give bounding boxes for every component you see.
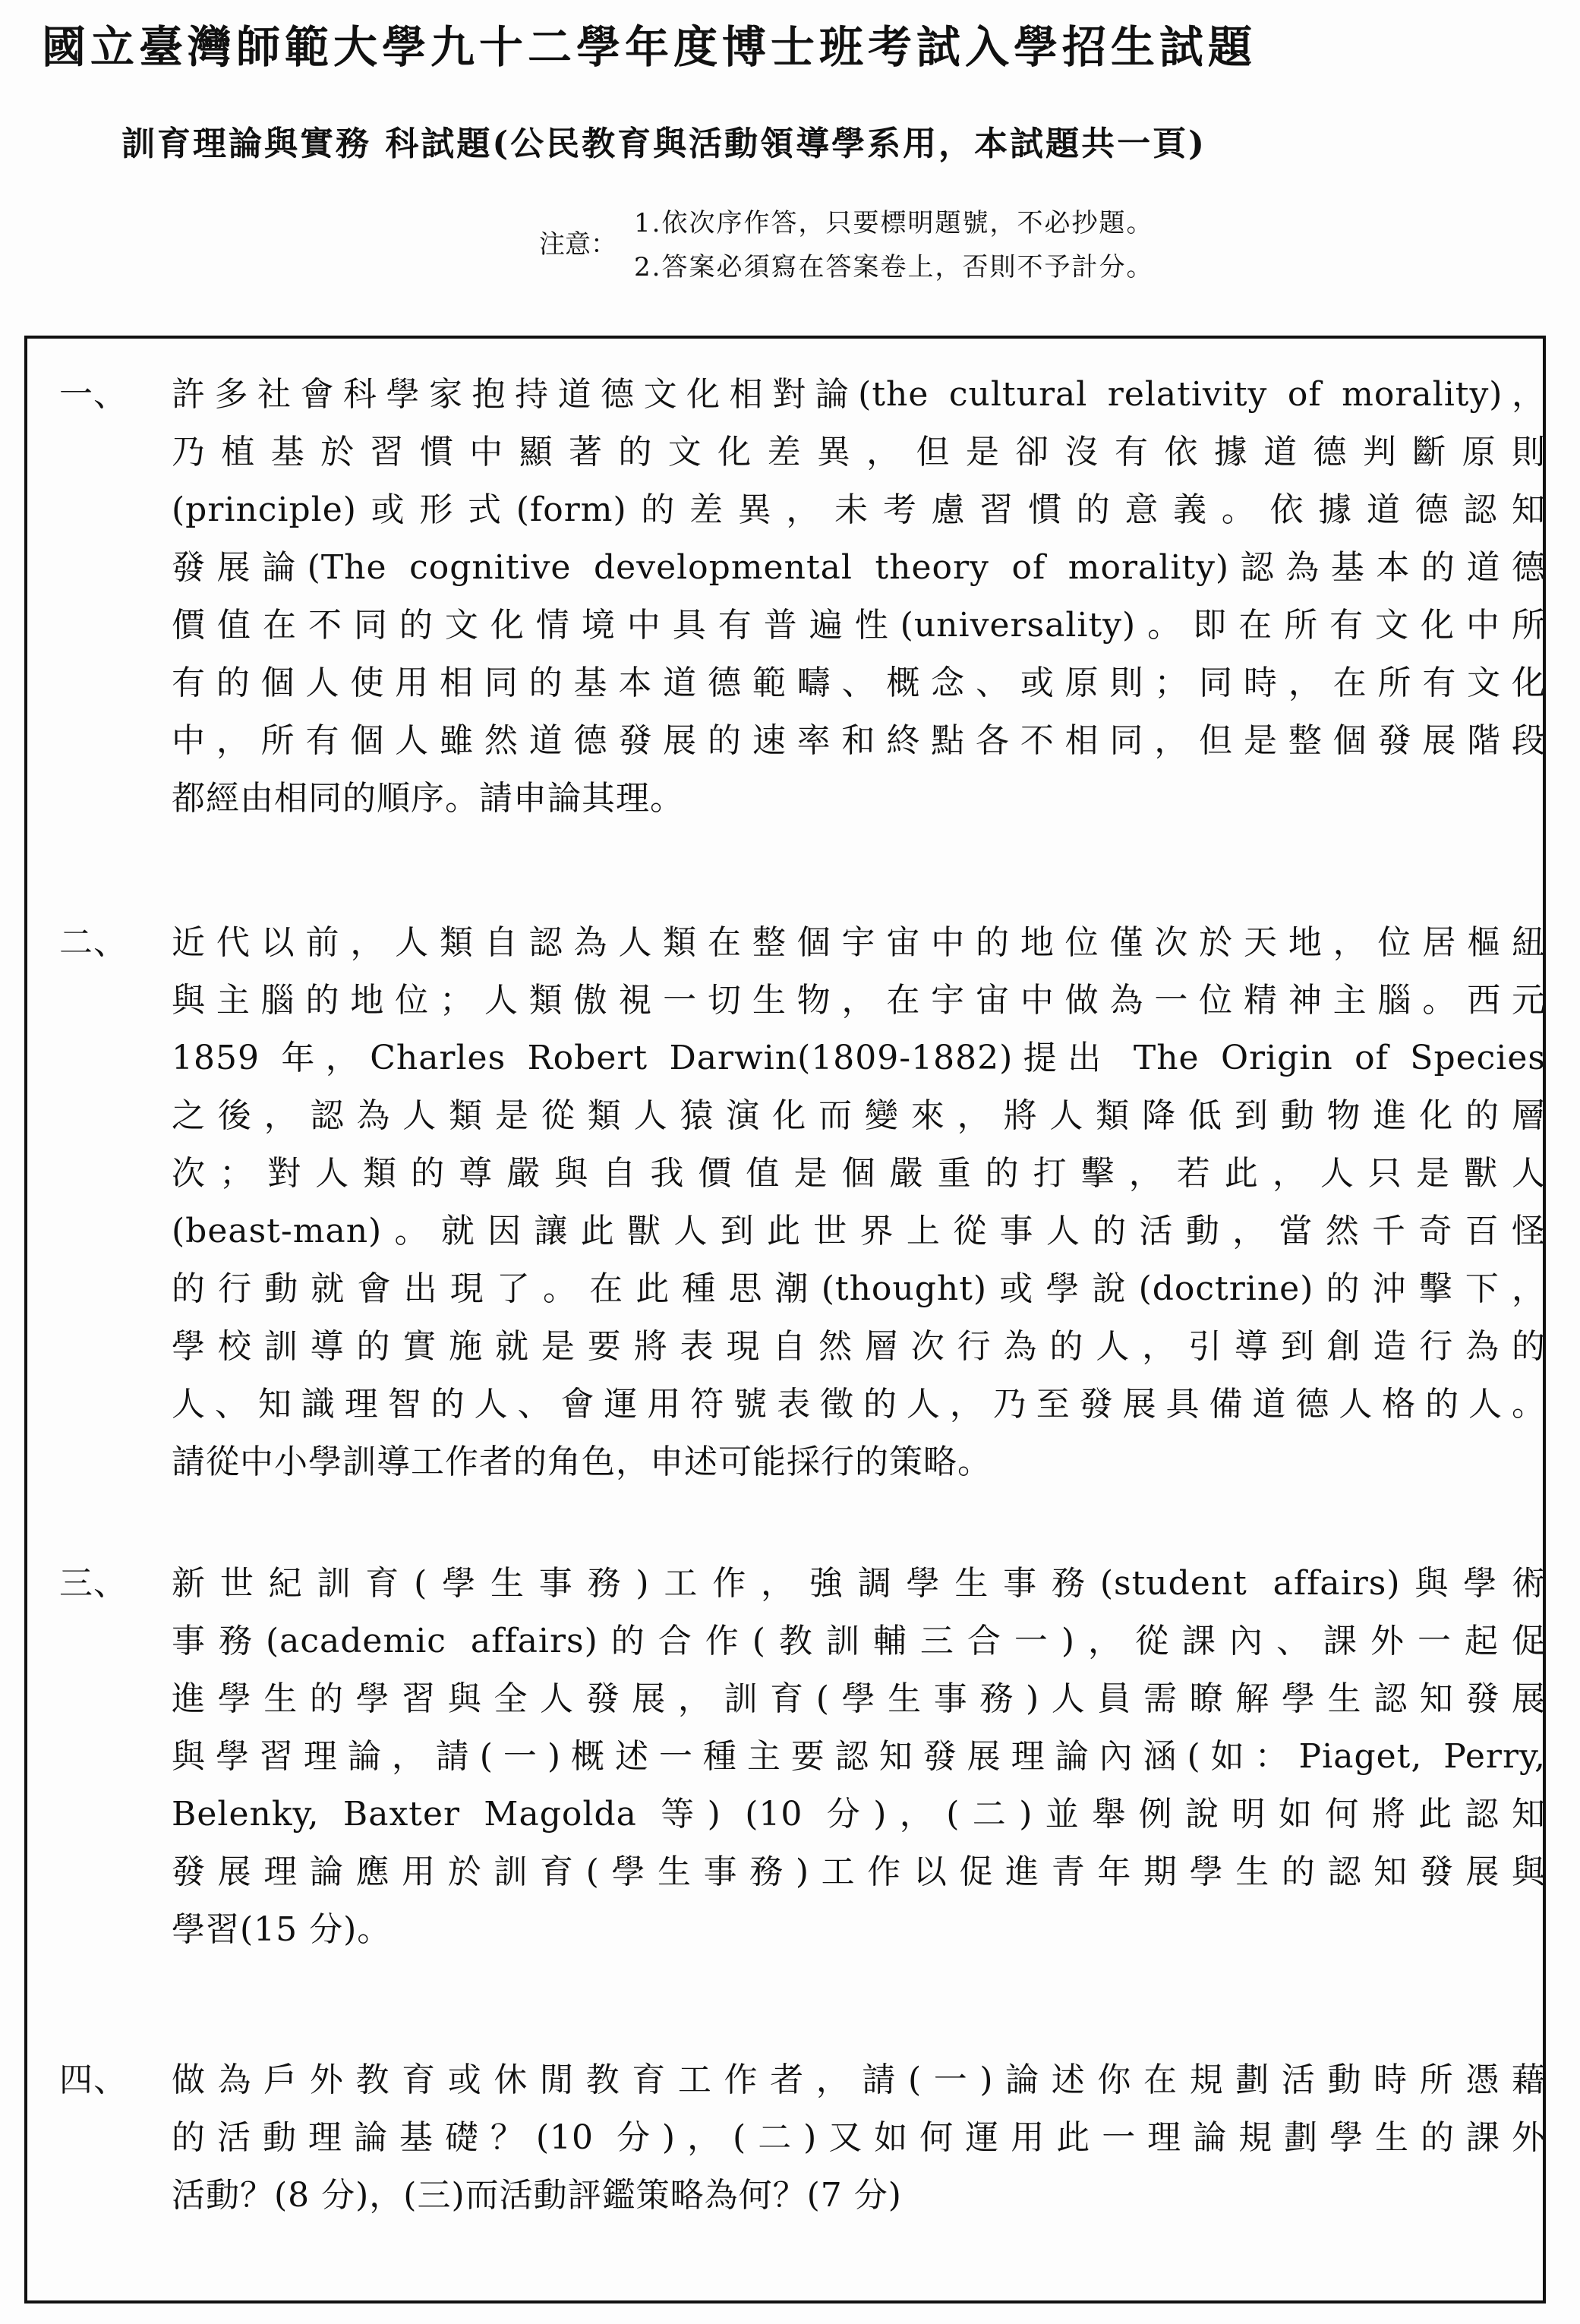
question-line: (beast-man)。就因讓此獸人到此世界上從事人的活動，當然千奇百怪 bbox=[172, 1212, 1546, 1250]
question-line: 的活動理論基礎？(10 分)，(二)又如何運用此一理論規劃學生的課外 bbox=[172, 2118, 1546, 2157]
question-3 bbox=[59, 1555, 1547, 2026]
question-line: 發展論(The cognitive developmental theory of morality)認為基本的道德 bbox=[172, 548, 1546, 587]
question-line: 與學習理論，請(一)概述一種主要認知發展理論內涵(如：Piaget, Perry, bbox=[172, 1737, 1546, 1776]
question-line: 新世紀訓育(學生事務)工作，強調學生事務(student affairs)與學術 bbox=[172, 1564, 1546, 1603]
question-line: 乃植基於習慣中顯著的文化差異，但是卻沒有依據道德判斷原則 bbox=[172, 433, 1546, 471]
question-line: 活動？(8 分)，(三)而活動評鑑策略為何？(7 分) bbox=[172, 2176, 902, 2215]
question-2 bbox=[59, 914, 1547, 1559]
question-line: 人、知識理智的人、會運用符號表徵的人，乃至發展具備道德人格的人。 bbox=[172, 1385, 1546, 1424]
question-line: 1859 年，Charles Robert Darwin(1809-1882)提出 The Origin of Species bbox=[172, 1039, 1546, 1077]
question-line: 價值在不同的文化情境中具有普遍性(universality)。即在所有文化中所 bbox=[172, 606, 1546, 645]
note-item: 2.答案必須寫在答案卷上，否則不予計分。 bbox=[634, 252, 1154, 282]
question-number: 四、 bbox=[59, 2061, 128, 2099]
exam-title: 國立臺灣師範大學九十二學年度博士班考試入學招生試題 bbox=[42, 21, 1257, 73]
question-line: 請從中小學訓導工作者的角色，申述可能採行的策略。 bbox=[172, 1443, 992, 1481]
exam-notes bbox=[539, 205, 1374, 296]
question-line: 次；對人類的尊嚴與自我價值是個嚴重的打擊，若此，人只是獸人 bbox=[172, 1154, 1546, 1193]
question-4 bbox=[59, 2051, 1547, 2234]
question-line: 的行動就會出現了。在此種思潮(thought)或學說(doctrine)的沖擊下， bbox=[172, 1269, 1546, 1308]
question-line: 學校訓導的實施就是要將表現自然層次行為的人，引導到創造行為的 bbox=[172, 1327, 1546, 1366]
question-line: 進學生的學習與全人發展，訓育(學生事務)人員需瞭解學生認知發展 bbox=[172, 1679, 1546, 1718]
question-line: 發展理論應用於訓育(學生事務)工作以促進青年期學生的認知發展與 bbox=[172, 1853, 1546, 1891]
question-line: 學習(15 分)。 bbox=[172, 1910, 392, 1949]
note-item: 1.依次序作答，只要標明題號，不必抄題。 bbox=[634, 208, 1154, 238]
question-line: 中，所有個人雖然道德發展的速率和終點各不相同，但是整個發展階段 bbox=[172, 721, 1546, 760]
question-line: (principle)或形式(form)的差異，未考慮習慣的意義。依據道德認知 bbox=[172, 490, 1546, 529]
question-number: 三、 bbox=[59, 1564, 128, 1603]
question-number: 一、 bbox=[59, 375, 128, 414]
questions-frame bbox=[24, 336, 1546, 2304]
question-line: 事務(academic affairs)的合作(教訓輔三合一)，從課內、課外一起促 bbox=[172, 1622, 1546, 1660]
question-line: 有的個人使用相同的基本道德範疇、概念、或原則；同時，在所有文化 bbox=[172, 664, 1546, 702]
question-line: 做為戶外教育或休閒教育工作者，請(一)論述你在規劃活動時所憑藉 bbox=[172, 2061, 1546, 2099]
question-line: Belenky, Baxter Magolda 等) (10 分)，(二)並舉例說明如何將此認知 bbox=[172, 1795, 1546, 1834]
question-number: 二、 bbox=[59, 923, 128, 962]
exam-subtitle: 訓育理論與實務 科試題(公民教育與活動領導學系用，本試題共一頁) bbox=[121, 125, 1206, 163]
question-line: 近代以前，人類自認為人類在整個宇宙中的地位僅次於天地，位居樞紐 bbox=[172, 923, 1546, 962]
question-line: 與主腦的地位；人類傲視一切生物，在宇宙中做為一位精神主腦。西元 bbox=[172, 981, 1546, 1020]
question-line: 許多社會科學家抱持道德文化相對論(the cultural relativity of morality)， bbox=[172, 375, 1546, 414]
question-line: 之後，認為人類是從類人猿演化而變來，將人類降低到動物進化的層 bbox=[172, 1096, 1546, 1135]
question-line: 都經由相同的順序。請申論其理。 bbox=[172, 779, 684, 818]
notes-label: 注意： bbox=[539, 229, 617, 260]
question-1 bbox=[59, 366, 1547, 837]
